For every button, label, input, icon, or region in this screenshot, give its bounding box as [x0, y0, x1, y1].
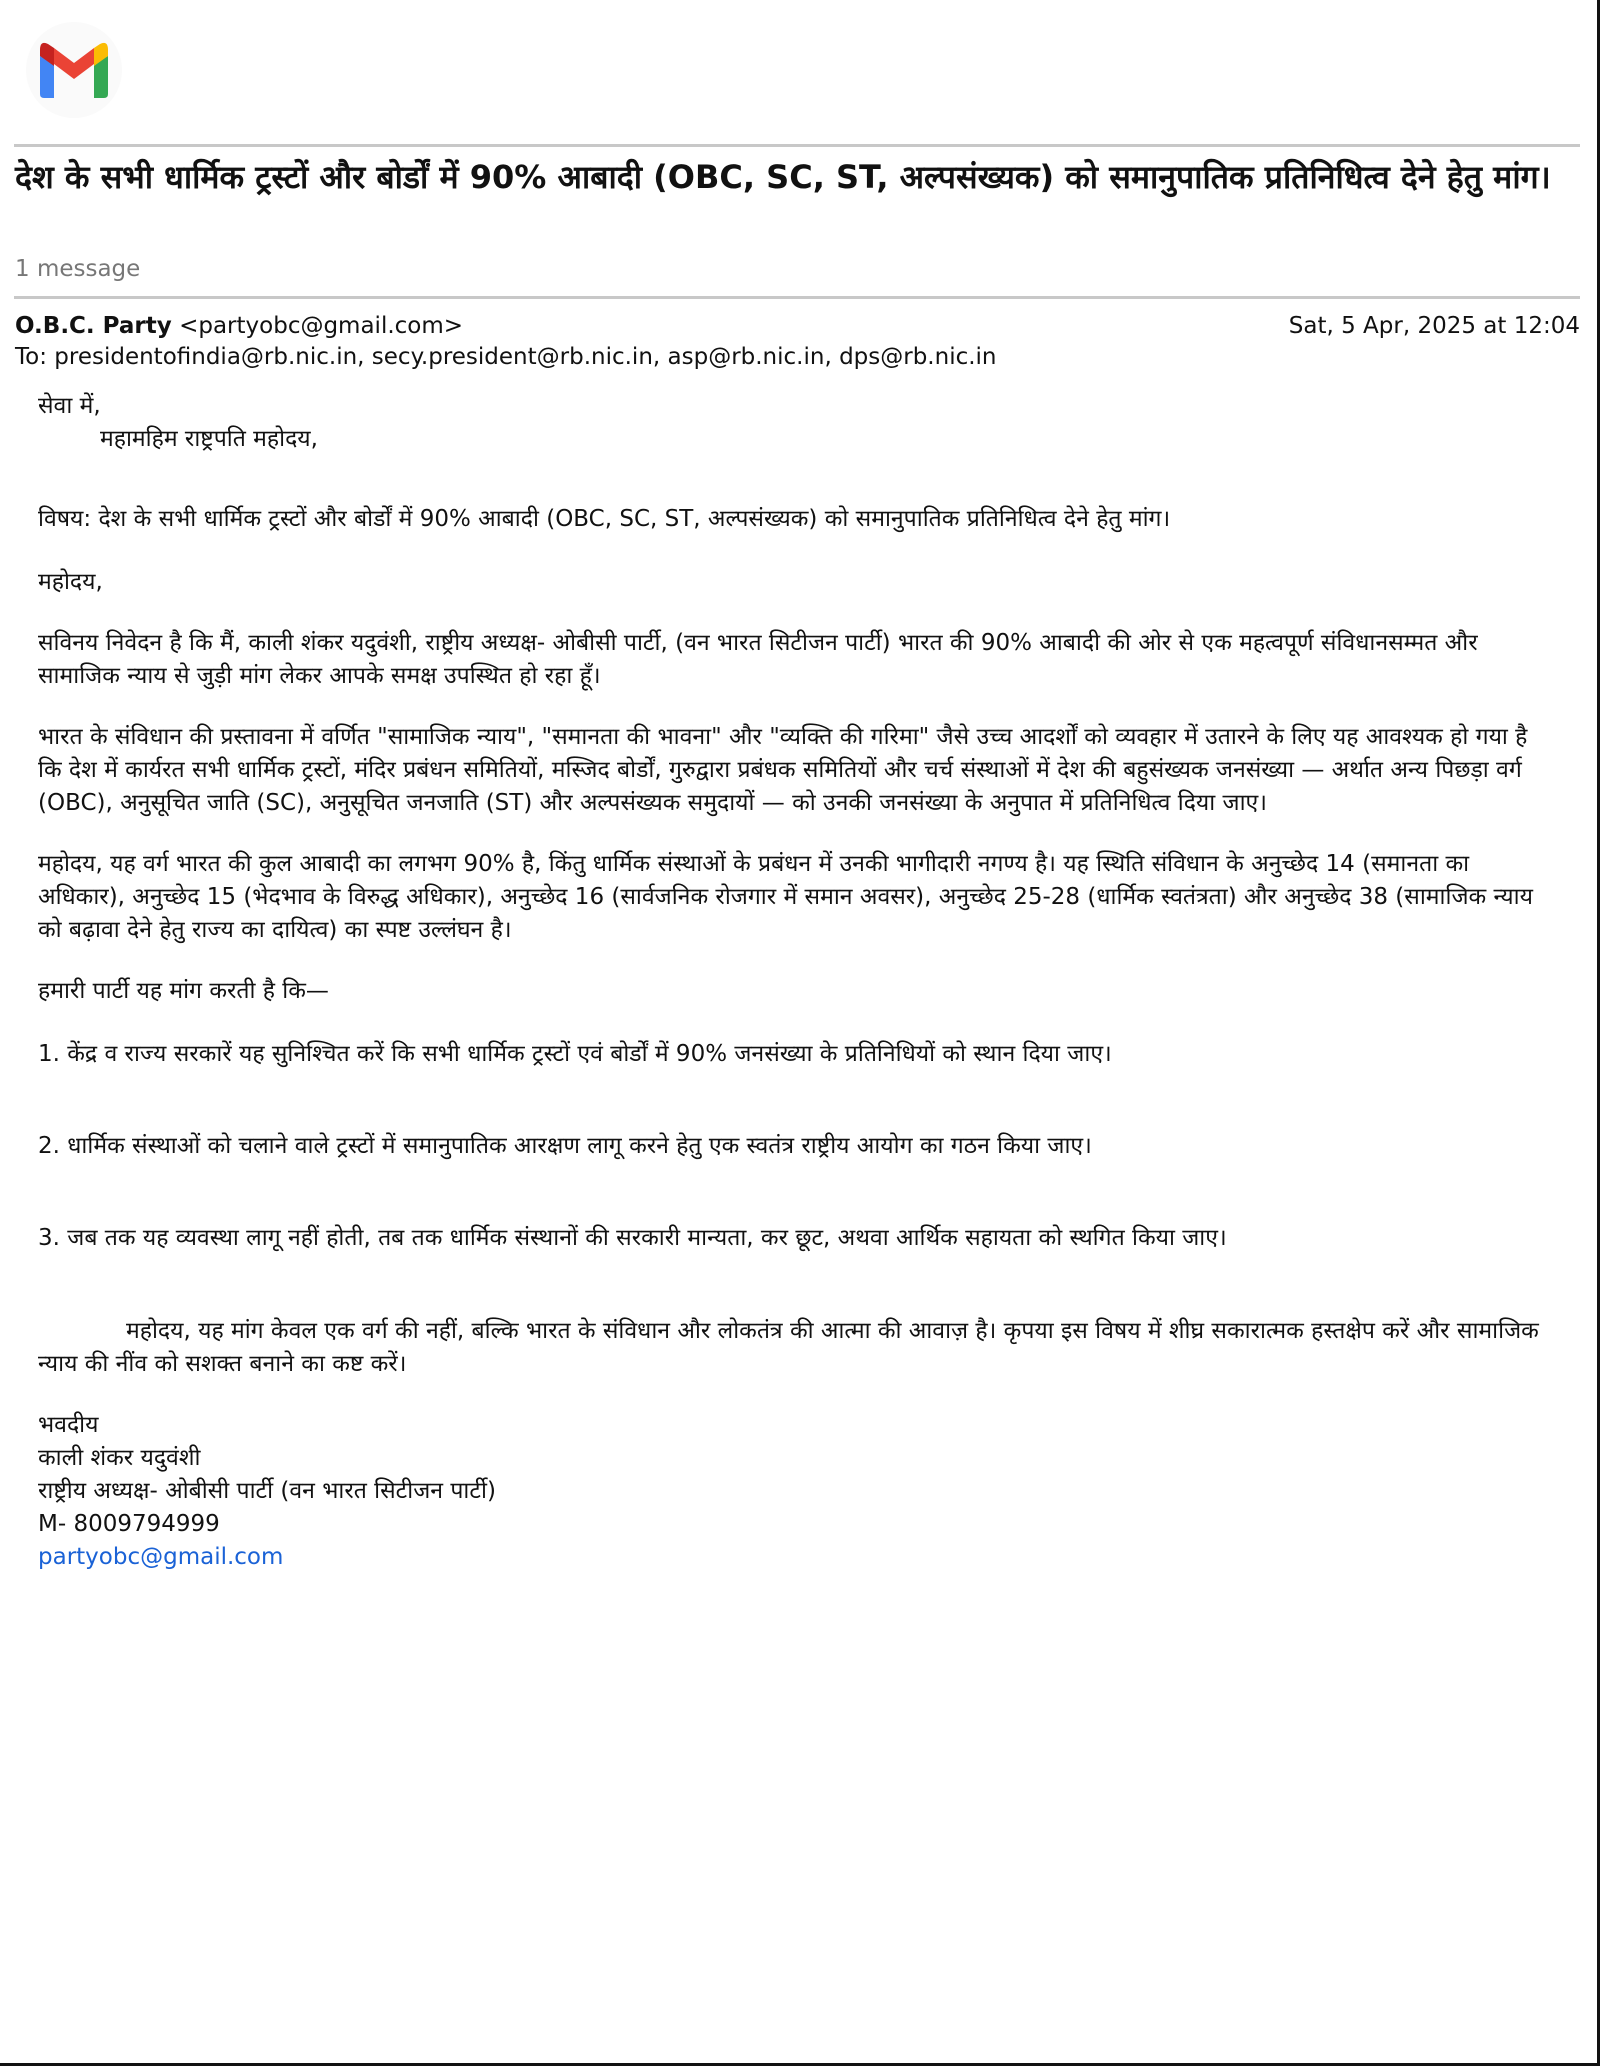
closing-paragraph: महोदय, यह मांग केवल एक वर्ग की नहीं, बल्कि भारत के संविधान और लोकतंत्र की आत्मा की आवाज़ है। कृपया इस विषय में शीघ्र सकारात्मक हस्तक्षेप करें और सामाजिक न्याय की नींव को सशक्त बनाने का कष्ट करें। — [38, 1318, 1539, 1377]
demand-intro: हमारी पार्टी यह मांग करती है कि— — [38, 978, 329, 1004]
salutation-line-2: महामहिम राष्ट्रपति महोदय, — [100, 426, 318, 452]
gmail-m-icon — [36, 38, 112, 100]
email-date: Sat, 5 Apr, 2025 at 12:04 — [1288, 313, 1580, 339]
sender-email: <partyobc@gmail.com> — [179, 313, 464, 339]
email-body — [38, 390, 1558, 1574]
demand-item-3: 3. जब तक यह व्यवस्था लागू नहीं होती, तब तक धार्मिक संस्थानों की सरकारी मान्यता, कर छूट, अथवा आर्थिक सहायता को स्थगित किया जाए। — [38, 1225, 1227, 1251]
paragraph-3: महोदय, यह वर्ग भारत की कुल आबादी का लगभग 90% है, किंतु धार्मिक संस्थाओं के प्रबंधन में उनकी भागीदारी नगण्य है। यह स्थिति संविधान के अनुच्छेद 14 (समानता का अधिकार), अनुच्छेद 15 (भेदभाव के विरुद्ध अधिकार), अनुच्छेद 16 (सार्वजनिक रोजगार में समान अवसर), अनुच्छेद 25-28 (धार्मिक स्वतंत्रता) और अनुच्छेद 38 (सामाजिक न्याय को बढ़ावा देने हेतु राज्य का दायित्व) का स्पष्ट उल्लंघन है। — [38, 851, 1533, 943]
salutation-line-1: सेवा में, — [38, 393, 101, 419]
signer-name: काली शंकर यदुवंशी — [38, 1445, 201, 1471]
email-subject: देश के सभी धार्मिक ट्रस्टों और बोर्डों में 90% आबादी (OBC, SC, ST, अल्पसंख्यक) को समानुपातिक प्रतिनिधित्व देने हेतु मांग। — [15, 158, 1551, 196]
recipients: To: presidentofindia@rb.nic.in, secy.president@rb.nic.in, asp@rb.nic.in, dps@rb.nic.in — [15, 344, 997, 370]
greeting: महोदय, — [38, 569, 103, 595]
subject-divider — [14, 296, 1580, 299]
sender-name: O.B.C. Party — [15, 313, 172, 339]
demand-item-1: 1. केंद्र व राज्य सरकारें यह सुनिश्चित करें कि सभी धार्मिक ट्रस्टों एवं बोर्डों में 90% जनसंख्या के प्रतिनिधियों को स्थान दिया जाए। — [38, 1041, 1112, 1067]
message-count: 1 message — [15, 256, 141, 282]
signer-phone: M- 8009794999 — [38, 1511, 220, 1537]
gmail-logo — [26, 22, 122, 118]
paragraph-1: सविनय निवेदन है कि मैं, काली शंकर यदुवंशी, राष्ट्रीय अध्यक्ष- ओबीसी पार्टी, (वन भारत सिटीजन पार्टी) भारत की 90% आबादी की ओर से एक महत्वपूर्ण संविधानसम्मत और सामाजिक न्याय से जुड़ी मांग लेकर आपके समक्ष उपस्थित हो रहा हूँ। — [38, 630, 1478, 689]
sign-off: भवदीय — [38, 1412, 99, 1438]
sender-line — [15, 313, 463, 339]
paragraph-2: भारत के संविधान की प्रस्तावना में वर्णित "सामाजिक न्याय", "समानता की भावना" और "व्यक्ति की गरिमा" जैसे उच्च आदर्शों को व्यवहार में उतारने के लिए यह आवश्यक हो गया है कि देश में कार्यरत सभी धार्मिक ट्रस्टों, मंदिर प्रबंधन समितियों, मस्जिद बोर्डों, गुरुद्वारा प्रबंधक समितियों और चर्च संस्थाओं में देश की बहुसंख्यक जनसंख्या — अर्थात अन्य पिछड़ा वर्ग (OBC), अनुसूचित जाति (SC), अनुसूचित जनजाति (ST) और अल्पसंख्यक समुदायों — को उनकी जनसंख्या के अनुपात में प्रतिनिधित्व दिया जाए। — [38, 724, 1528, 816]
signer-email-link[interactable]: partyobc@gmail.com — [38, 1544, 284, 1570]
signer-title: राष्ट्रीय अध्यक्ष- ओबीसी पार्टी (वन भारत सिटीजन पार्टी) — [38, 1478, 496, 1504]
demand-item-2: 2. धार्मिक संस्थाओं को चलाने वाले ट्रस्टों में समानुपातिक आरक्षण लागू करने हेतु एक स्वतंत्र राष्ट्रीय आयोग का गठन किया जाए। — [38, 1133, 1092, 1159]
letter-subject: विषय: देश के सभी धार्मिक ट्रस्टों और बोर्डों में 90% आबादी (OBC, SC, ST, अल्पसंख्यक) को समानुपातिक प्रतिनिधित्व देने हेतु मांग। — [38, 506, 1171, 532]
header-divider — [14, 144, 1580, 147]
